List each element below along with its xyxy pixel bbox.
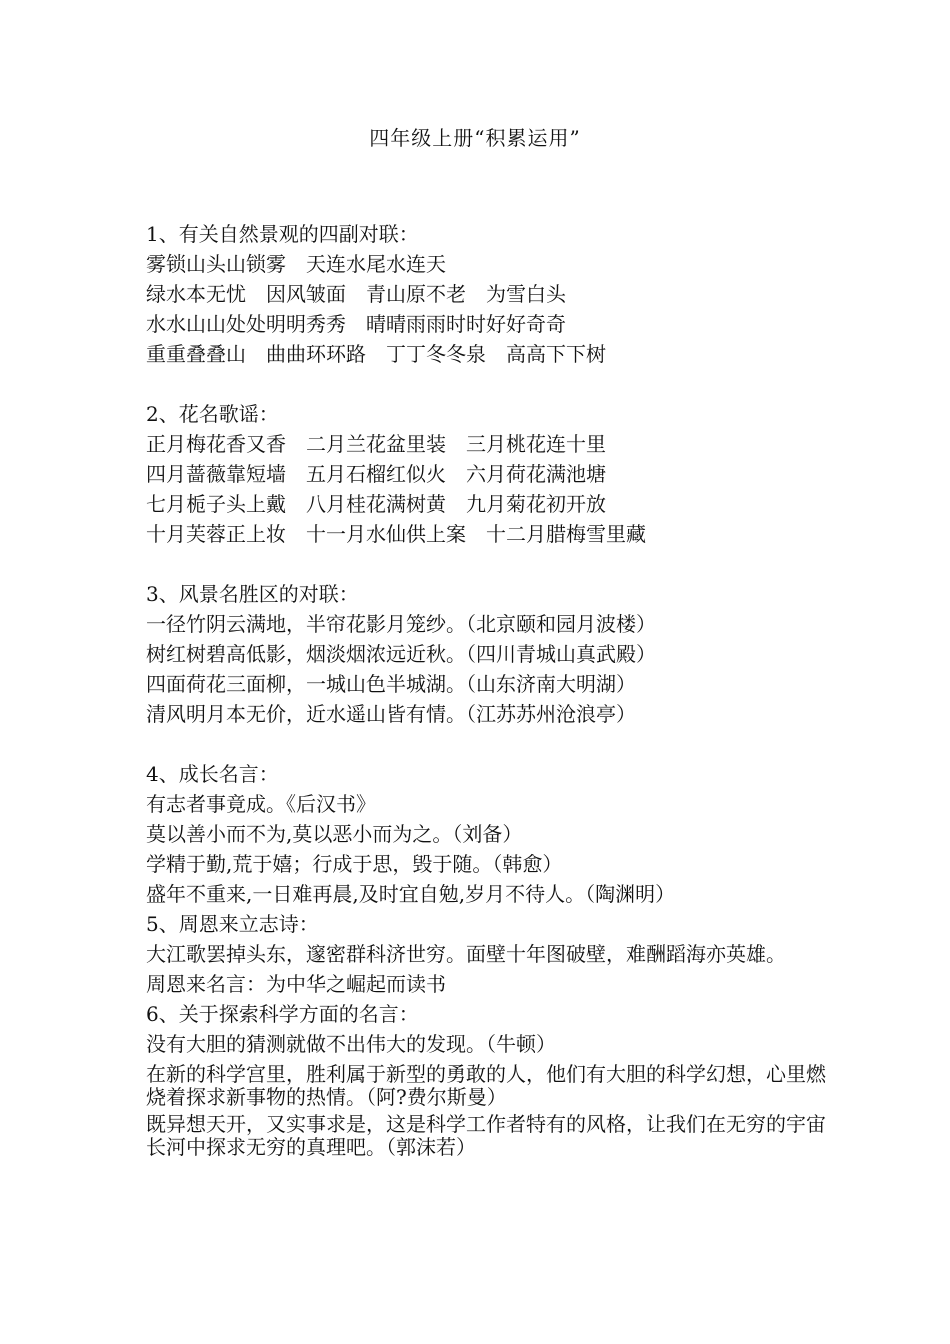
text-line: 树红树碧高低影，烟淡烟浓远近秋。（四川青城山真武殿） [146,642,656,666]
section-scenic-couplets [146,579,826,729]
section-growth-quotes [146,759,826,909]
text-line: 七月栀子头上戴 八月桂花满树黄 九月菊花初开放 [146,492,606,516]
text-line: 没有大胆的猜测就做不出伟大的发现。（牛顿） [146,1032,556,1056]
text-paragraph: 既异想天开，又实事求是，这是科学工作者特有的风格，让我们在无穷的宇宙长河中探求无穷的真理吧。（郭沫若） [146,1112,826,1159]
section-heading: 1、有关自然景观的四副对联： [146,222,419,246]
text-line: 莫以善小而不为,莫以恶小而为之。（刘备） [146,822,523,846]
section-science-quotes [146,999,826,1159]
text-line: 学精于勤,荒于嬉；行成于思，毁于随。（韩愈） [146,852,563,876]
text-line: 正月梅花香又香 二月兰花盆里装 三月桃花连十里 [146,432,606,456]
section-couplets-nature [146,219,826,369]
text-line: 四面荷花三面柳，一城山色半城湖。（山东济南大明湖） [146,672,636,696]
text-line: 有志者事竟成。《后汉书》 [146,792,376,816]
text-line: 绿水本无忧 因风皱面 青山原不老 为雪白头 [146,282,566,306]
text-line: 十月芙蓉正上妆 十一月水仙供上案 十二月腊梅雪里藏 [146,522,646,546]
text-line: 雾锁山头山锁雾 天连水尾水连天 [146,252,446,276]
text-line: 一径竹阴云满地，半帘花影月笼纱。（北京颐和园月波楼） [146,612,656,636]
text-line: 重重叠叠山 曲曲环环路 丁丁冬冬泉 高高下下树 [146,342,606,366]
section-heading: 3、风景名胜区的对联： [146,582,359,606]
text-line: 四月蔷薇靠短墙 五月石榴红似火 六月荷花满池塘 [146,462,606,486]
section-spacer [146,369,826,399]
document-body [146,219,826,1162]
text-paragraph: 大江歌罢掉头东，邃密群科济世穷。面壁十年图破壁，难酬蹈海亦英雄。 [146,942,786,966]
section-heading: 5、周恩来立志诗： [146,912,319,936]
section-zhou-enlai-poem [146,909,826,999]
text-paragraph: 在新的科学宫里，胜利属于新型的勇敢的人，他们有大胆的科学幻想，心里燃烧着探求新事物的热情。（阿?费尔斯曼） [146,1062,826,1109]
section-spacer [146,549,826,579]
section-heading: 6、关于探索科学方面的名言： [146,1002,419,1026]
page-title: 四年级上册“积累运用” [369,126,581,150]
text-line: 盛年不重来,一日难再晨,及时宜自勉,岁月不待人。（陶渊明） [146,882,676,906]
section-spacer [146,729,826,759]
section-heading: 4、成长名言： [146,762,279,786]
text-line: 周恩来名言：为中华之崛起而读书 [146,972,446,996]
text-line: 清风明月本无价，近水遥山皆有情。（江苏苏州沧浪亭） [146,702,636,726]
section-heading: 2、花名歌谣： [146,402,279,426]
text-line: 水水山山处处明明秀秀 晴晴雨雨时时好好奇奇 [146,312,566,336]
section-flower-rhyme [146,399,826,549]
